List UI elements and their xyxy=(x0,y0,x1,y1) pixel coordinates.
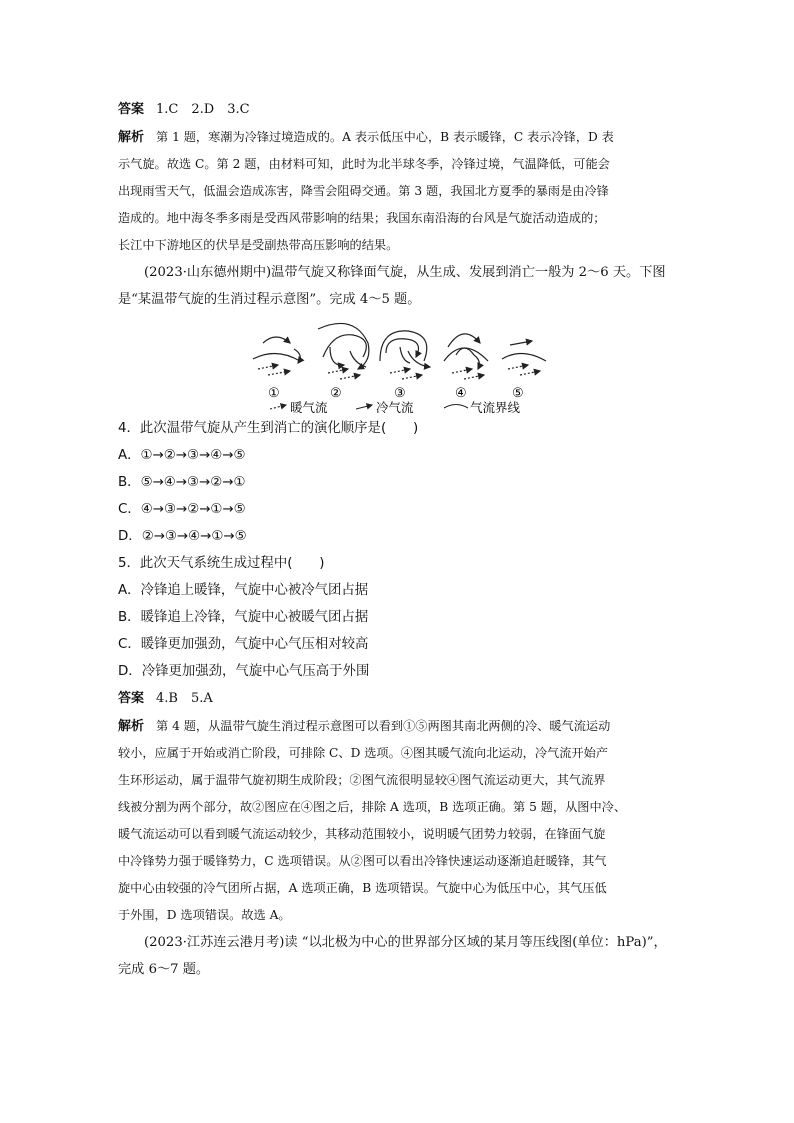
question-intro-2 xyxy=(118,929,680,983)
intro-line: (2023·山东德州期中)温带气旋又称锋面气旋，从生成、发展到消亡一般为 2～6 天。下图 xyxy=(144,265,666,280)
analysis-line: 较小，应属于开始或消亡阶段，可排除 C、D 选项。④图其暖气流向北运动，冷气流开始产 xyxy=(118,746,608,760)
warm-flow-legend-icon xyxy=(270,405,286,409)
analysis-block-2 xyxy=(118,713,680,929)
option-b: B．⑤→④→③→②→① xyxy=(118,475,246,490)
analysis-line: 出现雨雪天气，低温会造成冻害，降雪会阻碍交通。第 3 题，我国北方夏季的暴雨是由冷锋 xyxy=(118,184,609,198)
answer-block-2 xyxy=(118,685,680,713)
option-d: D．②→③→④→①→⑤ xyxy=(118,529,247,544)
analysis-line: 暖气流运动可以看到暖气流运动较少，其移动范围较小，说明暖气团势力较弱，在锋面气旋 xyxy=(118,827,606,841)
answer-tag: 答案 xyxy=(118,102,145,117)
option-c: C．暖锋更加强劲，气旋中心气压相对较高 xyxy=(118,637,369,652)
option-b: B．暖锋追上冷锋，气旋中心被暖气团占据 xyxy=(118,610,369,625)
stage-label-1: ① xyxy=(268,386,280,401)
answer-text: 1.C 2.D 3.C xyxy=(156,102,250,117)
stage-label-5: ⑤ xyxy=(512,386,524,401)
question-stem: 5．此次天气系统生成过程中( ) xyxy=(118,556,325,571)
intro-line: 是“某温带气旋的生消过程示意图”。完成 4～5 题。 xyxy=(118,292,421,307)
analysis-line: 于外围，D 选项错误。故选 A。 xyxy=(118,908,291,922)
option-d: D．冷锋更加强劲，气旋中心气压高于外围 xyxy=(118,664,370,679)
cold-flow-legend-icon xyxy=(356,405,372,409)
analysis-line: 第 4 题，从温带气旋生消过程示意图可以看到①⑤两图其南北两侧的冷、暖气流运动 xyxy=(156,719,611,733)
legend-warm: 暖气流 xyxy=(290,400,328,413)
analysis-line: 造成的。地中海冬季多雨是受西风带影响的结果；我国东南沿海的台风是气旋活动造成的； xyxy=(118,211,606,225)
figure-legend xyxy=(270,400,521,413)
stage-1-diagram xyxy=(253,337,300,375)
question-4 xyxy=(118,415,680,550)
intro-line: (2023·江苏连云港月考)读 “以北极为中心的世界部分区域的某月等压线图(单位：hPa)”， xyxy=(144,935,667,950)
stage-4-diagram xyxy=(444,334,488,379)
stage-5-diagram xyxy=(502,341,546,375)
analysis-line: 线被分割为两个部分，故②图应在④图之后，排除 A 选项，B 选项正确。第 5 题，从图中冷、 xyxy=(118,800,627,814)
stage-label-4: ④ xyxy=(455,386,467,401)
question-stem: 4．此次温带气旋从产生到消亡的演化顺序是( ) xyxy=(118,421,419,436)
legend-cold: 冷气流 xyxy=(376,400,414,413)
analysis-tag: 解析 xyxy=(118,719,145,734)
stage-label-2: ② xyxy=(330,386,342,401)
analysis-line: 中冷锋势力强于暖锋势力，C 选项错误。从②图可以看出冷锋快速运动逐渐追赶暖锋，其气 xyxy=(118,854,607,868)
analysis-line: 示气旋。故选 C。第 2 题，由材料可知，此时为北半球冬季，冷锋过境，气温降低，可能会 xyxy=(118,157,610,171)
option-a: A．①→②→③→④→⑤ xyxy=(118,448,246,463)
analysis-line: 旋中心由较强的冷气团所占据，A 选项正确，B 选项错误。气旋中心为低压中心，其气压低 xyxy=(118,881,607,895)
question-intro-1 xyxy=(118,259,680,313)
cyclone-diagram xyxy=(118,317,680,413)
analysis-tag: 解析 xyxy=(118,130,145,145)
stage-3-diagram xyxy=(380,331,430,379)
answer-block-1 xyxy=(118,96,680,124)
answer-text: 4.B 5.A xyxy=(156,691,213,706)
question-5 xyxy=(118,550,680,685)
cyclone-lifecycle-figure xyxy=(118,317,680,413)
boundary-legend-icon xyxy=(444,405,468,409)
legend-boundary: 气流界线 xyxy=(470,400,521,413)
analysis-block-1 xyxy=(118,124,680,259)
analysis-line: 长江中下游地区的伏旱是受副热带高压影响的结果。 xyxy=(118,238,399,252)
answer-tag: 答案 xyxy=(118,691,145,706)
option-c: C．④→③→②→①→⑤ xyxy=(118,502,246,517)
document-page xyxy=(118,96,680,983)
stage-label-3: ③ xyxy=(394,386,406,401)
stage-2-diagram xyxy=(318,323,369,379)
analysis-line: 生环形运动，属于温带气旋初期生成阶段；②图气流很明显较④图气流运动更大，其气流界 xyxy=(118,773,606,787)
option-a: A．冷锋追上暖锋，气旋中心被冷气团占据 xyxy=(118,583,369,598)
intro-line: 完成 6～7 题。 xyxy=(118,962,210,977)
analysis-line: 第 1 题，寒潮为冷锋过境造成的。A 表示低压中心，B 表示暖锋，C 表示冷锋，D 表 xyxy=(156,130,614,144)
